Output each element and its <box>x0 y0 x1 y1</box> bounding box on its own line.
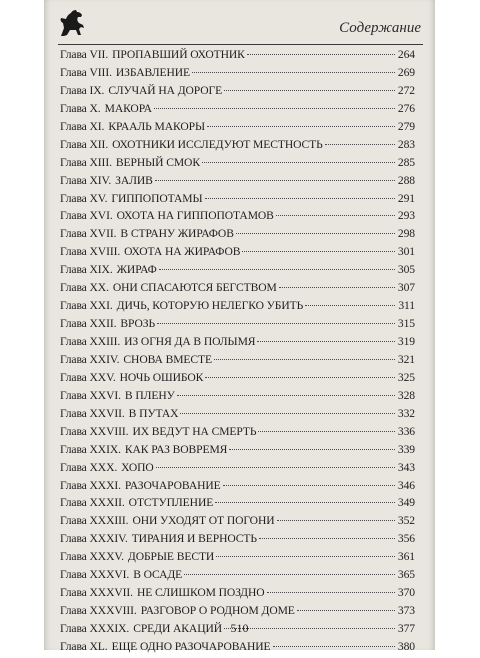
dot-leader <box>214 359 395 360</box>
chapter-page: 276 <box>397 101 415 115</box>
toc-entry <box>60 640 415 658</box>
chapter-title: ИЗ ОГНЯ ДА В ПОЛЫМЯ <box>124 335 256 348</box>
chapter-title: ЕЩЕ ОДНО РАЗОЧАРОВАНИЕ <box>111 639 271 653</box>
dot-leader <box>177 395 395 396</box>
dot-leader <box>277 520 396 521</box>
chapter-title: ОНИ СПАСАЮТСЯ БЕГСТВОМ <box>112 281 277 295</box>
chapter-page: 264 <box>397 48 415 61</box>
dot-leader <box>325 144 395 145</box>
chapter-number: Глава XVIII. <box>60 245 121 259</box>
toc-entry <box>60 496 415 514</box>
toc-entry <box>60 479 415 497</box>
chapter-title: ЖИРАФ <box>116 263 157 277</box>
chapter-title: НОЧЬ ОШИБОК <box>119 370 204 384</box>
chapter-page: 272 <box>397 83 415 97</box>
chapter-page: 291 <box>397 191 415 205</box>
chapter-title: ХОПО <box>121 460 154 474</box>
dot-leader <box>216 556 395 557</box>
dot-leader <box>242 251 395 252</box>
chapter-number: Глава XXXV. <box>60 550 124 564</box>
section-title: Содержание <box>339 20 421 36</box>
toc-entry <box>60 102 415 120</box>
toc-entry <box>60 353 415 371</box>
dot-leader <box>154 108 395 109</box>
toc-entry <box>60 174 415 192</box>
dot-leader <box>156 467 395 468</box>
toc-entry <box>60 156 415 174</box>
chapter-page: 343 <box>397 460 415 474</box>
dot-leader <box>155 180 395 181</box>
chapter-number: Глава XXXVII. <box>60 586 133 600</box>
dot-leader <box>276 215 395 216</box>
toc-entry <box>60 227 415 245</box>
chapter-page: 373 <box>397 604 415 618</box>
dot-leader <box>205 198 395 199</box>
chapter-number: Глава VII. <box>60 48 109 61</box>
chapter-number: Глава XVII. <box>60 227 117 241</box>
chapter-page: 301 <box>397 245 415 259</box>
chapter-number: Глава XI. <box>60 119 105 133</box>
chapter-page: 319 <box>397 335 415 348</box>
dot-leader <box>159 269 395 270</box>
toc-entry <box>60 138 415 156</box>
toc-entry <box>60 443 415 461</box>
toc-entry <box>60 263 415 281</box>
chapter-title: ГИППОПОТАМЫ <box>111 191 203 205</box>
chapter-page: 311 <box>398 299 415 313</box>
toc-entry <box>60 192 415 210</box>
chapter-title: СРЕДИ АКАЦИЙ <box>133 622 223 635</box>
toc-entry <box>60 461 415 479</box>
chapter-page: 307 <box>397 281 415 295</box>
toc-entry <box>60 209 415 227</box>
chapter-page: 315 <box>397 317 415 331</box>
toc-entry <box>60 407 415 425</box>
chapter-number: Глава XX. <box>60 281 109 295</box>
chapter-number: Глава XIII. <box>60 155 112 169</box>
dot-leader <box>273 646 395 647</box>
horse-icon <box>58 8 86 38</box>
chapter-title: ДИЧЬ, КОТОРУЮ НЕЛЕГКО УБИТЬ <box>116 299 304 313</box>
chapter-title: РАЗГОВОР О РОДНОМ ДОМЕ <box>140 604 295 618</box>
toc-entry <box>60 120 415 138</box>
chapter-page: 365 <box>397 568 415 582</box>
dot-leader <box>236 233 395 234</box>
chapter-number: Глава XXXIV. <box>60 532 128 546</box>
chapter-number: Глава XXI. <box>60 299 113 313</box>
chapter-title: ДОБРЫЕ ВЕСТИ <box>127 550 215 564</box>
chapter-number: Глава X. <box>60 101 101 115</box>
chapter-title: В СТРАНУ ЖИРАФОВ <box>120 227 234 241</box>
chapter-number: Глава XIV. <box>60 173 112 187</box>
toc-entry <box>60 568 415 586</box>
chapter-number: Глава XXVIII. <box>60 424 129 438</box>
chapter-page: 279 <box>397 119 415 133</box>
dot-leader <box>259 538 395 539</box>
chapter-title: ИЗБАВЛЕНИЕ <box>115 65 191 79</box>
chapter-title: СНОВА ВМЕСТЕ <box>123 352 212 366</box>
chapter-number: Глава XXXIII. <box>60 514 129 528</box>
dot-leader <box>180 413 395 414</box>
chapter-title: ВЕРНЫЙ СМОК <box>115 155 200 169</box>
chapter-number: Глава XXIII. <box>60 335 121 348</box>
dot-leader <box>223 485 395 486</box>
chapter-page: 352 <box>397 514 415 528</box>
chapter-number: Глава IX. <box>60 83 105 97</box>
chapter-number: Глава XIX. <box>60 263 113 277</box>
chapter-page: 346 <box>397 478 415 492</box>
chapter-title: ИХ ВЕДУТ НА СМЕРТЬ <box>132 424 257 438</box>
table-of-contents <box>60 48 415 658</box>
page-number: 510 <box>230 621 249 635</box>
chapter-title: ОХОТНИКИ ИССЛЕДУЮТ МЕСТНОСТЬ <box>112 137 323 151</box>
toc-entry <box>60 604 415 622</box>
chapter-page: 328 <box>397 388 415 402</box>
dot-leader <box>267 592 395 593</box>
chapter-page: 305 <box>397 263 415 277</box>
toc-entry <box>60 48 415 66</box>
chapter-title: ОХОТА НА ЖИРАФОВ <box>124 245 241 259</box>
dot-leader <box>258 431 395 432</box>
toc-entry <box>60 66 415 84</box>
chapter-title: ОТСТУПЛЕНИЕ <box>128 496 214 510</box>
dot-leader <box>297 610 395 611</box>
chapter-number: Глава XXVI. <box>60 388 121 402</box>
chapter-page: 269 <box>397 65 415 79</box>
dot-leader <box>247 54 395 55</box>
chapter-number: Глава XXXII. <box>60 496 125 510</box>
chapter-number: Глава XXXI. <box>60 478 121 492</box>
dot-leader <box>207 126 395 127</box>
chapter-number: Глава VIII. <box>60 65 112 79</box>
chapter-title: ЗАЛИВ <box>115 173 153 187</box>
chapter-number: Глава XXII. <box>60 317 117 331</box>
chapter-number: Глава XVI. <box>60 209 113 223</box>
chapter-number: Глава XXV. <box>60 370 116 384</box>
dot-leader <box>229 449 395 450</box>
chapter-page: 361 <box>397 550 415 564</box>
chapter-number: Глава XXIV. <box>60 352 120 366</box>
chapter-page: 339 <box>397 442 415 456</box>
chapter-page: 349 <box>397 496 415 510</box>
chapter-title: ОНИ УХОДЯТ ОТ ПОГОНИ <box>132 514 275 528</box>
chapter-number: Глава XXXVI. <box>60 568 130 582</box>
chapter-number: Глава XXXIX. <box>60 622 130 635</box>
dot-leader <box>205 377 395 378</box>
toc-entry <box>60 586 415 604</box>
toc-entry <box>60 317 415 335</box>
dot-leader <box>184 574 395 575</box>
chapter-page: 288 <box>397 173 415 187</box>
chapter-title: В ПЛЕНУ <box>124 388 175 402</box>
chapter-number: Глава XXXVIII. <box>60 604 137 618</box>
toc-entry <box>60 550 415 568</box>
chapter-number: Глава XXIX. <box>60 442 121 456</box>
toc-entry <box>60 299 415 317</box>
chapter-page: 332 <box>397 406 415 420</box>
chapter-page: 285 <box>397 155 415 169</box>
chapter-title: В ПУТАХ <box>128 406 179 420</box>
chapter-page: 283 <box>397 137 415 151</box>
chapter-number: Глава XXX. <box>60 460 118 474</box>
dot-leader <box>279 287 395 288</box>
chapter-number: Глава XII. <box>60 137 109 151</box>
chapter-title: НЕ СЛИШКОМ ПОЗДНО <box>136 586 265 600</box>
chapter-title: ОХОТА НА ГИППОПОТАМОВ <box>116 209 274 223</box>
chapter-title: В ОСАДЕ <box>133 568 183 582</box>
toc-entry <box>60 514 415 532</box>
chapter-title: КАК РАЗ ВОВРЕМЯ <box>124 442 228 456</box>
chapter-number: Глава XL. <box>60 639 108 653</box>
dot-leader <box>202 162 395 163</box>
toc-entry <box>60 245 415 263</box>
toc-entry <box>60 281 415 299</box>
chapter-number: Глава XV. <box>60 191 108 205</box>
toc-entry <box>60 84 415 102</box>
chapter-page: 380 <box>397 639 415 653</box>
chapter-number: Глава XXVII. <box>60 406 125 420</box>
chapter-page: 321 <box>397 352 415 366</box>
dot-leader <box>215 502 395 503</box>
chapter-title: МАКОРА <box>104 101 152 115</box>
dot-leader <box>224 90 395 91</box>
toc-entry <box>60 389 415 407</box>
toc-entry <box>60 371 415 389</box>
chapter-title: ПРОПАВШИЙ ОХОТНИК <box>112 48 245 61</box>
dot-leader <box>305 305 395 306</box>
chapter-page: 377 <box>397 622 415 635</box>
toc-entry <box>60 532 415 550</box>
chapter-page: 356 <box>397 532 415 546</box>
chapter-title: КРААЛЬ МАКОРЫ <box>108 119 205 133</box>
chapter-title: СЛУЧАЙ НА ДОРОГЕ <box>108 83 223 97</box>
chapter-title: РАЗОЧАРОВАНИЕ <box>124 478 221 492</box>
chapter-page: 370 <box>397 586 415 600</box>
running-header <box>58 8 423 45</box>
dot-leader <box>157 323 395 324</box>
toc-entry <box>60 425 415 443</box>
toc-entry <box>60 335 415 353</box>
chapter-page: 293 <box>397 209 415 223</box>
chapter-page: 336 <box>397 424 415 438</box>
dot-leader <box>192 72 395 73</box>
chapter-page: 298 <box>397 227 415 241</box>
chapter-title: ТИРАНИЯ И ВЕРНОСТЬ <box>131 532 257 546</box>
book-page <box>44 0 435 653</box>
chapter-page: 325 <box>397 370 415 384</box>
chapter-title: ВРОЗЬ <box>120 317 156 331</box>
dot-leader <box>257 341 395 342</box>
